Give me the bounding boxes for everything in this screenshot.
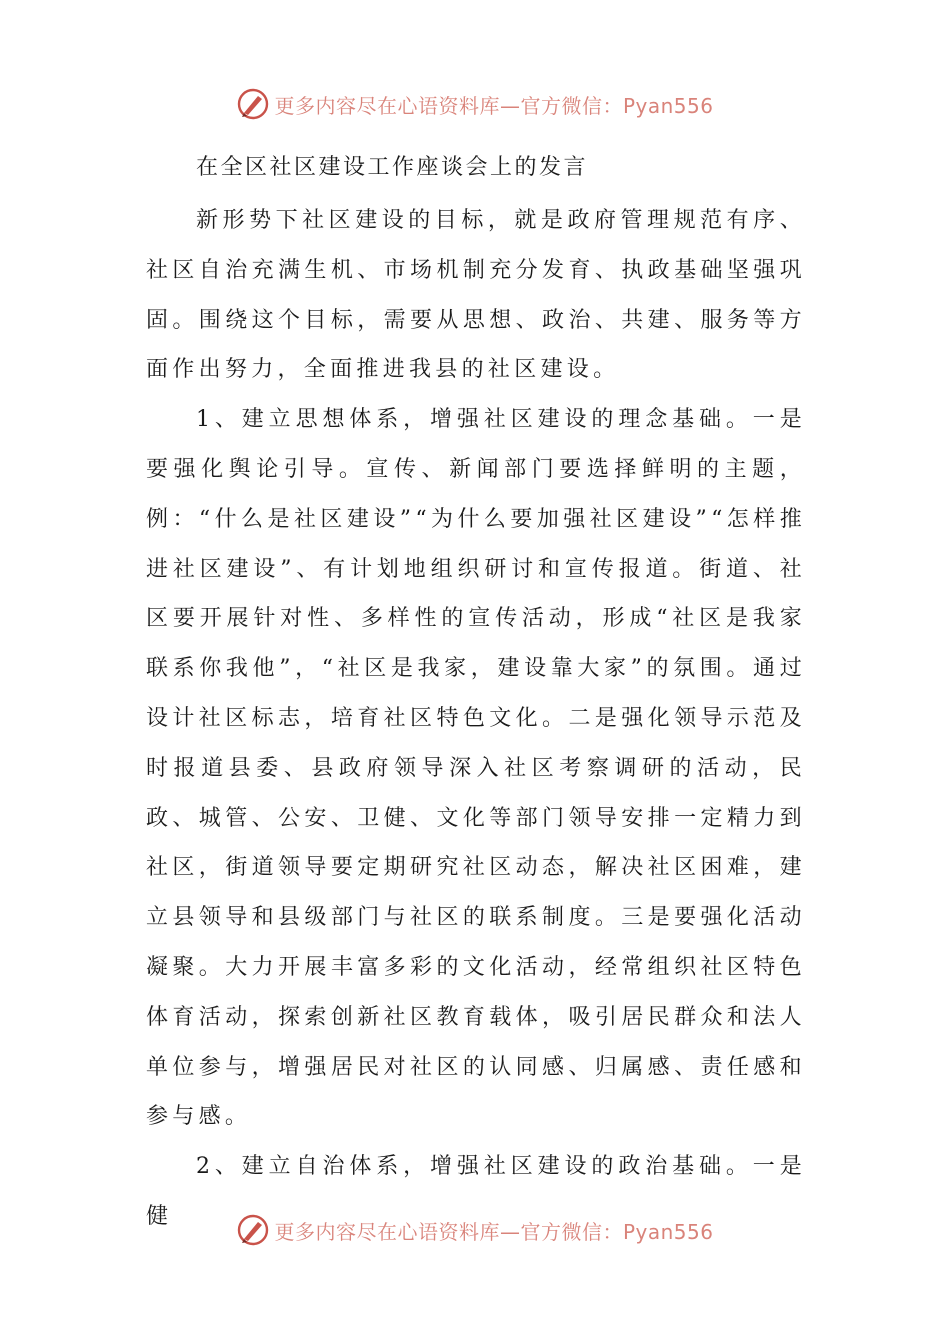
pen-circle-icon [236, 87, 270, 121]
document-title: 在全区社区建设工作座谈会上的发言 [196, 155, 589, 180]
document-body [146, 196, 806, 1242]
paragraph-section-2: 2、建立自治体系，增强社区建设的政治基础。一是健 [146, 1154, 806, 1229]
footer-watermark [0, 1210, 950, 1250]
paragraph-section-1: 1、建立思想体系，增强社区建设的理念基础。一是要强化舆论引导。宣传、新闻部门要选择鲜明的主题，例：“什么是社区建设”“为什么要加强社区建设”“怎样推进社区建设”、有计划地组织研讨和宣传报道。街道、社区要开展针对性、多样性的宣传活动，形成“社区是我家联系你我他”，“社区是我家，建设靠大家”的氛围。通过设计社区标志，培育社区特色文化。二是强化领导示范及时报道县委、县政府领导深入社区考察调研的活动，民政、城管、公安、卫健、文化等部门领导安排一定精力到社区，街道领导要定期研究社区动态，解决社区困难，建立县领导和县级部门与社区的联系制度。三是要强化活动凝聚。大力开展丰富多彩的文化活动，经常组织社区特色体育活动，探索创新社区教育载体，吸引居民群众和法人单位参与，增强居民对社区的认同感、归属感、责任感和参与感。 [146, 407, 806, 1130]
header-watermark [0, 84, 950, 124]
watermark-text: 更多内容尽在心语资料库—官方微信：Pyan556 [274, 1219, 714, 1244]
paragraph-intro: 新形势下社区建设的目标，就是政府管理规范有序、社区自治充满生机、市场机制充分发育、执政基础坚强巩固。围绕这个目标，需要从思想、政治、共建、服务等方面作出努力，全面推进我县的社区建设。 [146, 208, 806, 383]
pen-circle-icon [236, 1213, 270, 1247]
watermark-text: 更多内容尽在心语资料库—官方微信：Pyan556 [274, 93, 714, 118]
